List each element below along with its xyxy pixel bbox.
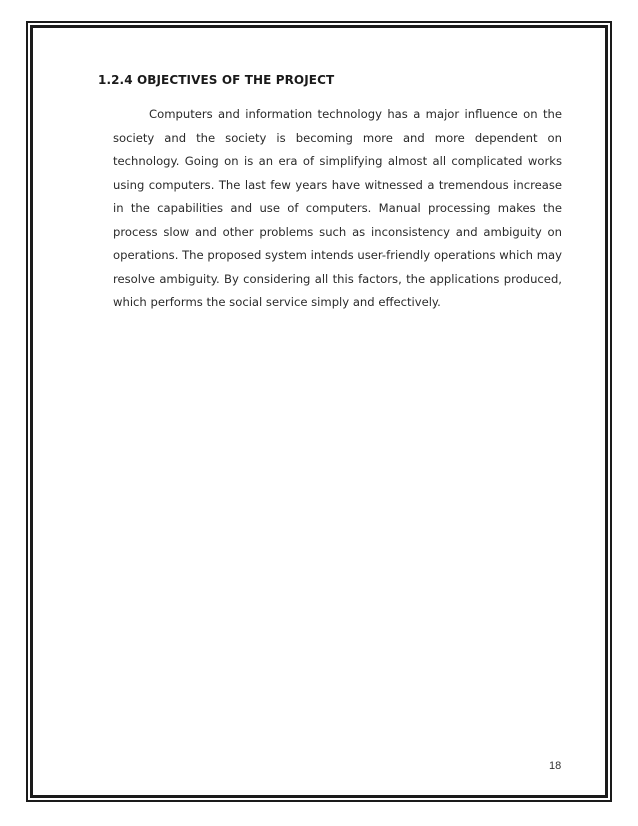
page-number: 18	[549, 760, 562, 772]
paragraph-line: in the capabilities and use of computers. Manual processing makes the	[113, 201, 562, 215]
paragraph-line: resolve ambiguity. By considering all this factors, the applications produced,	[113, 271, 562, 286]
paragraph-line: society and the society is becoming more and more dependent on	[113, 130, 562, 145]
paragraph-line: using computers. The last few years have witnessed a tremendous increase	[113, 177, 562, 192]
paragraph-line: operations. The proposed system intends user-friendly operations which may	[113, 248, 562, 262]
paragraph-line: technology. Going on is an era of simplifying almost all complicated works	[113, 154, 562, 168]
section-heading: 1.2.4 OBJECTIVES OF THE PROJECT	[98, 73, 335, 87]
paragraph-line: process slow and other problems such as inconsistency and ambiguity on	[113, 224, 562, 239]
paragraph-line: which performs the social service simply and effectively.	[113, 295, 441, 309]
paragraph-line: Computers and information technology has a major influence on the	[149, 107, 562, 121]
objectives-paragraph	[113, 103, 562, 315]
